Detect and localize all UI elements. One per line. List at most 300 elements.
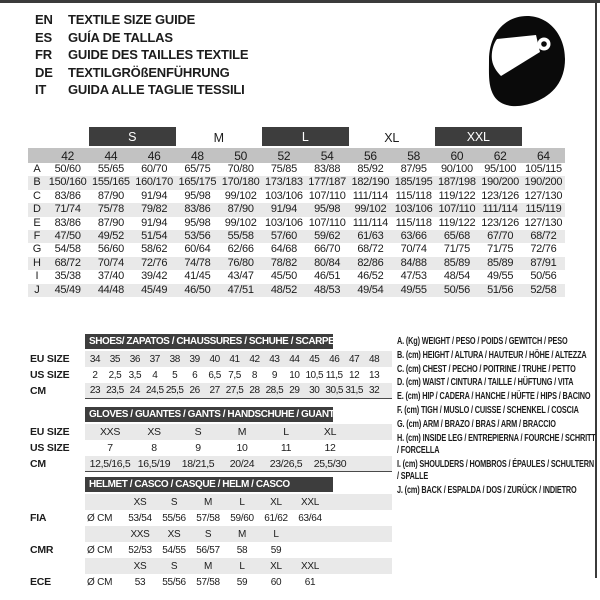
glove-size-value: 9 bbox=[195, 442, 201, 454]
shoes-table bbox=[30, 334, 392, 399]
measurement-value: 95/100 bbox=[484, 163, 517, 175]
legend-item: J. (cm) BACK / ESPALDA / DOS / ZURÜCK / INDIETRO bbox=[397, 484, 577, 496]
size-number: 44 bbox=[104, 148, 118, 163]
measurement-value: 46/52 bbox=[357, 270, 384, 283]
measurement-value: 182/190 bbox=[351, 176, 390, 189]
language-row bbox=[35, 46, 248, 64]
shoe-size-value: 27,5 bbox=[225, 385, 244, 396]
helmet-row bbox=[30, 526, 392, 542]
helmet-size-value: XS bbox=[133, 560, 147, 572]
shoe-size-value: 23 bbox=[89, 385, 101, 396]
measurement-value: 115/119 bbox=[525, 203, 562, 216]
shoe-size-value: 39 bbox=[189, 353, 200, 365]
shoe-size-value: 46 bbox=[329, 353, 340, 365]
helmet-rows bbox=[30, 494, 392, 590]
helmet-size-value: 53/54 bbox=[128, 512, 152, 524]
measurement-value: 99/102 bbox=[354, 203, 387, 216]
legend-item: C. (cm) CHEST / PECHO / POITRINE / TRUHE / PETTO bbox=[397, 363, 576, 375]
row-values bbox=[46, 176, 565, 189]
helmet-size-value: 53 bbox=[134, 576, 146, 588]
measurement-value: 50/56 bbox=[443, 283, 470, 296]
shoe-size-value: 27 bbox=[209, 385, 220, 396]
helmet-size-value: 61 bbox=[304, 576, 316, 588]
shoes-rows bbox=[30, 351, 392, 399]
glove-size-value: 20/24 bbox=[229, 457, 255, 470]
measurement-value: 95/98 bbox=[184, 189, 211, 202]
spacer bbox=[28, 127, 89, 148]
measurement-value: 49/54 bbox=[357, 283, 384, 296]
measurement-value: 103/106 bbox=[394, 203, 433, 216]
size-number: 60 bbox=[450, 148, 464, 163]
measurement-value: 51/54 bbox=[141, 229, 168, 242]
measurement-value: 50/60 bbox=[54, 163, 81, 175]
measurement-value: 103/106 bbox=[265, 189, 303, 202]
measurement-value: 84/88 bbox=[400, 256, 427, 269]
shoes-table-title: SHOES/ ZAPATOS / CHAUSSURES / SCHUHE / SCARPE bbox=[85, 334, 333, 349]
gloves-row bbox=[30, 424, 392, 440]
measurement-value: 39/42 bbox=[141, 270, 168, 283]
measurement-value: 87/90 bbox=[227, 203, 254, 216]
measurement-row bbox=[28, 243, 565, 256]
measurement-value: 37/40 bbox=[97, 270, 124, 283]
measurement-legend bbox=[397, 336, 597, 499]
glove-size-value: L bbox=[283, 426, 289, 438]
size-group-l: L bbox=[262, 127, 349, 146]
shoe-size-value: 43 bbox=[269, 353, 280, 365]
measurement-value: 68/72 bbox=[54, 256, 81, 269]
size-group-xl: XL bbox=[384, 130, 400, 145]
measurement-value: 79/82 bbox=[141, 203, 168, 216]
measurement-value: 58/62 bbox=[141, 243, 168, 256]
measurement-value: 78/82 bbox=[270, 256, 297, 269]
measurement-value: 50/56 bbox=[530, 270, 557, 283]
language-code: FR bbox=[35, 47, 52, 63]
row-values bbox=[46, 163, 565, 176]
row-values bbox=[46, 243, 565, 256]
row-values bbox=[46, 270, 565, 283]
measurement-value: 70/74 bbox=[400, 243, 427, 256]
measurement-value: 111/114 bbox=[352, 189, 388, 202]
shoe-size-value: 24,5 bbox=[145, 385, 164, 396]
measurement-value: 119/122 bbox=[438, 216, 476, 229]
legend-item: A. (Kg) WEIGHT / PESO / POIDS / GEWITCH / PESO bbox=[397, 336, 568, 347]
measurement-value: 115/118 bbox=[395, 189, 432, 202]
helmet-size-values bbox=[123, 561, 327, 572]
measurement-value: 62/66 bbox=[227, 243, 254, 256]
language-code: EN bbox=[35, 12, 53, 27]
measurement-value: 170/180 bbox=[221, 176, 260, 189]
legend-item: I. (cm) SHOULDERS / HOMBROS / ÉPAULES / SCHULTERN / SPALLE bbox=[397, 458, 594, 482]
row-values bbox=[46, 217, 565, 230]
language-row bbox=[35, 11, 248, 29]
measurement-value: 74/78 bbox=[184, 256, 211, 269]
row-letter: J bbox=[34, 283, 40, 296]
measurement-value: 76/80 bbox=[227, 256, 254, 269]
size-number: 54 bbox=[320, 148, 334, 163]
helmet-size-value: L bbox=[273, 528, 279, 540]
measurement-value: 190/200 bbox=[524, 176, 563, 189]
shoe-size-value: 8 bbox=[251, 369, 258, 381]
row-label: CM bbox=[30, 385, 46, 397]
shoe-size-value: 37 bbox=[149, 353, 160, 365]
measurement-row bbox=[28, 217, 565, 230]
guide-title: TEXTILGRÖßENFÜHRUNG bbox=[68, 64, 230, 80]
row-values bbox=[85, 558, 392, 574]
measurement-value: 67/70 bbox=[487, 229, 514, 242]
row-values bbox=[85, 494, 392, 510]
measurement-value: 70/74 bbox=[97, 256, 124, 269]
measurement-value: 68/72 bbox=[530, 229, 557, 242]
row-label bbox=[30, 558, 85, 574]
shoe-size-value: 41 bbox=[229, 353, 240, 365]
helmet-size-value: 58 bbox=[236, 544, 248, 556]
measurement-value: 71/74 bbox=[54, 203, 81, 216]
row-values bbox=[85, 574, 392, 590]
shoe-size-value: 23,5 bbox=[106, 385, 124, 396]
measurement-value: 45/49 bbox=[54, 283, 81, 296]
shoe-size-value: 12 bbox=[349, 369, 360, 381]
shoes-row bbox=[30, 367, 392, 383]
size-number-row bbox=[28, 148, 565, 163]
measurement-value: 53/56 bbox=[184, 229, 211, 242]
measurement-value: 91/94 bbox=[270, 203, 297, 216]
measurement-value: 46/50 bbox=[184, 283, 211, 296]
measurement-value: 44/48 bbox=[97, 283, 124, 296]
shoe-size-value: 42 bbox=[249, 353, 260, 365]
row-label: FIA bbox=[30, 512, 47, 524]
row-values bbox=[85, 351, 392, 367]
glove-size-value: 12,5/16,5 bbox=[89, 457, 131, 470]
measurement-value: 65/68 bbox=[443, 229, 470, 242]
measurement-value: 59/62 bbox=[314, 229, 341, 242]
measurement-value: 187/198 bbox=[438, 176, 476, 189]
measurement-row bbox=[28, 203, 565, 216]
measurement-value: 91/94 bbox=[141, 216, 168, 229]
helmet-size-value: 54/55 bbox=[162, 544, 186, 556]
measurement-value: 160/170 bbox=[135, 176, 173, 189]
legend-item: G. (cm) ARM / BRAZO / BRAS / ARM / BRACCIO bbox=[397, 418, 556, 430]
size-group-xxl: XXL bbox=[435, 127, 522, 146]
legend-item: E. (cm) HIP / CADERA / HANCHE / HÜFTE / HIPS / BACINO bbox=[397, 391, 591, 403]
row-label: US SIZE bbox=[30, 369, 70, 381]
measurement-value: 57/60 bbox=[270, 229, 297, 242]
row-values bbox=[85, 367, 392, 383]
shoe-size-value: 28,5 bbox=[265, 385, 284, 396]
shoe-size-value: 38 bbox=[169, 353, 180, 365]
row-label: EU SIZE bbox=[30, 426, 70, 438]
measurement-value: 90/100 bbox=[440, 163, 473, 175]
gloves-rows bbox=[30, 424, 392, 472]
measurement-value: 87/95 bbox=[400, 163, 427, 175]
row-letter: G bbox=[32, 243, 42, 256]
shoe-size-value: 28 bbox=[249, 385, 260, 396]
measurement-value: 85/92 bbox=[357, 163, 384, 175]
helmet-row bbox=[30, 542, 392, 558]
measurement-value: 105/115 bbox=[524, 163, 562, 175]
shoe-size-value: 34 bbox=[89, 353, 101, 365]
shoe-size-value: 6 bbox=[192, 369, 198, 381]
diameter-unit: Ø CM bbox=[87, 576, 113, 588]
row-letter: C bbox=[33, 189, 41, 202]
row-values bbox=[85, 526, 392, 542]
measurement-value: 83/86 bbox=[54, 189, 81, 202]
row-values bbox=[85, 440, 392, 456]
measurement-value: 46/51 bbox=[314, 270, 341, 283]
helmet-size-value: XXL bbox=[300, 560, 319, 572]
measurement-value: 103/106 bbox=[265, 216, 303, 229]
glove-size-value: XS bbox=[147, 426, 161, 438]
row-values bbox=[85, 542, 392, 558]
language-row bbox=[35, 64, 248, 82]
shoe-size-value: 24 bbox=[129, 385, 140, 396]
measurement-value: 45/50 bbox=[270, 270, 297, 283]
measurement-value: 83/86 bbox=[54, 216, 81, 229]
row-letter: I bbox=[35, 270, 39, 283]
row-label: EU SIZE bbox=[30, 353, 70, 365]
shoe-size-value: 9 bbox=[271, 369, 277, 381]
size-numbers bbox=[46, 149, 565, 163]
shoe-size-value: 2 bbox=[92, 369, 98, 381]
shoe-size-value: 29 bbox=[289, 385, 300, 396]
measurement-value: 72/76 bbox=[530, 243, 557, 256]
glove-size-value: 23/26,5 bbox=[269, 457, 303, 470]
glove-size-value: XL bbox=[323, 426, 337, 438]
measurement-value: 165/175 bbox=[178, 176, 217, 189]
measurement-value: 43/47 bbox=[227, 270, 254, 283]
helmet-size-value: XXS bbox=[130, 528, 150, 540]
measurement-value: 119/122 bbox=[438, 189, 476, 202]
glove-size-value: 8 bbox=[151, 442, 157, 454]
measurement-value: 56/60 bbox=[97, 243, 124, 256]
row-values bbox=[85, 383, 392, 399]
helmet-size-value: 63/64 bbox=[298, 512, 322, 524]
legend-item: H. (cm) INSIDE LEG / ENTREPIERNA / FOURCHE / SCHRITT / FORCELLA bbox=[397, 432, 596, 456]
measurement-row bbox=[28, 257, 565, 270]
size-number: 56 bbox=[364, 148, 377, 163]
guide-title: GUIDA ALLE TAGLIE TESSILI bbox=[68, 82, 245, 98]
guide-title: GUIDE DES TAILLES TEXTILE bbox=[68, 47, 249, 63]
row-values bbox=[46, 230, 565, 243]
row-letter: A bbox=[33, 163, 41, 175]
measurement-row bbox=[28, 176, 565, 189]
measurement-row bbox=[28, 284, 565, 297]
measurement-value: 87/91 bbox=[530, 256, 557, 269]
helmet-size-value: M bbox=[203, 560, 213, 572]
helmet-size-value: S bbox=[170, 560, 178, 572]
glove-size-value: S bbox=[194, 426, 202, 438]
measurement-value: 75/78 bbox=[97, 203, 124, 216]
helmet-size-values bbox=[123, 529, 293, 540]
glove-size-value: XXS bbox=[100, 426, 120, 438]
helmet-size-value: 55/56 bbox=[162, 576, 186, 588]
diameter-unit: Ø CM bbox=[87, 544, 113, 556]
measurement-row bbox=[28, 270, 565, 283]
measurement-value: 150/160 bbox=[48, 176, 87, 189]
shoe-size-value: 32 bbox=[368, 385, 380, 396]
measurement-value: 111/114 bbox=[352, 216, 388, 229]
measurement-value: 83/86 bbox=[184, 203, 211, 216]
measurement-value: 127/130 bbox=[524, 189, 563, 202]
shoe-size-value: 10 bbox=[289, 369, 300, 381]
helmet-size-value: XL bbox=[270, 496, 282, 508]
language-row bbox=[35, 81, 248, 99]
size-group-m: M bbox=[213, 130, 224, 145]
legend-item: F. (cm) TIGH / MUSLO / CUISSE / SCHENKEL / COSCIA bbox=[397, 404, 579, 416]
row-values bbox=[46, 284, 565, 297]
measurement-value: 185/195 bbox=[394, 176, 433, 189]
helmet-size-value: 61/62 bbox=[264, 512, 288, 524]
helmet-size-value: XS bbox=[133, 496, 147, 508]
gloves-row bbox=[30, 440, 392, 456]
size-number: 62 bbox=[493, 148, 507, 163]
measurement-value: 107/110 bbox=[438, 203, 476, 216]
helmet-size-value: 56/57 bbox=[196, 544, 220, 556]
glove-size-value: 25,5/30 bbox=[313, 457, 347, 470]
size-number: 48 bbox=[191, 148, 204, 163]
shoe-size-value: 6,5 bbox=[208, 369, 221, 381]
size-number: 64 bbox=[537, 148, 550, 163]
size-number: 42 bbox=[61, 148, 74, 163]
helmet-row bbox=[30, 558, 392, 574]
size-number: 58 bbox=[407, 148, 420, 163]
shoe-size-value: 4 bbox=[152, 369, 158, 381]
measurement-value: 48/53 bbox=[314, 283, 341, 296]
size-number: 46 bbox=[147, 148, 161, 163]
helmet-size-value: 59 bbox=[270, 544, 282, 556]
language-list bbox=[35, 11, 248, 99]
shoe-size-value: 13 bbox=[368, 369, 380, 381]
measurement-value: 65/75 bbox=[184, 163, 211, 175]
row-label: US SIZE bbox=[30, 442, 70, 454]
helmet-size-value: 55/56 bbox=[162, 512, 186, 524]
measurement-value: 85/89 bbox=[443, 256, 470, 269]
row-label bbox=[30, 494, 85, 510]
size-number: 52 bbox=[277, 148, 291, 163]
size-number: 50 bbox=[234, 148, 247, 163]
measurement-value: 99/102 bbox=[224, 189, 257, 202]
measurement-value: 41/45 bbox=[184, 270, 211, 283]
measurement-value: 47/53 bbox=[400, 270, 427, 283]
diameter-unit: Ø CM bbox=[87, 512, 113, 524]
shoe-size-value: 36 bbox=[129, 353, 140, 365]
helmet-size-value: XS bbox=[167, 528, 181, 540]
racing-helmet-icon bbox=[487, 14, 567, 110]
shoe-size-value: 2,5 bbox=[108, 369, 122, 381]
row-values bbox=[85, 456, 392, 472]
helmet-size-values bbox=[123, 577, 327, 588]
shoe-size-value: 45 bbox=[309, 353, 320, 365]
shoe-size-value: 3,5 bbox=[128, 369, 142, 381]
shoe-size-value: 47 bbox=[349, 353, 360, 365]
measurement-value: 68/72 bbox=[357, 243, 384, 256]
helmet-size-value: 52/53 bbox=[128, 544, 152, 556]
helmet-size-value: 60 bbox=[270, 576, 282, 588]
measurement-value: 85/89 bbox=[487, 256, 514, 269]
language-code: ES bbox=[35, 29, 52, 45]
shoe-size-value: 11,5 bbox=[325, 369, 343, 381]
helmet-size-value: 57/58 bbox=[196, 576, 220, 588]
shoe-size-value: 26 bbox=[189, 385, 200, 396]
glove-size-value: 10 bbox=[236, 442, 248, 454]
row-values bbox=[46, 257, 565, 270]
size-group-s: S bbox=[89, 127, 176, 146]
glove-size-value: M bbox=[237, 426, 247, 438]
shoe-size-value: 35 bbox=[109, 353, 121, 365]
shoe-size-value: 30 bbox=[309, 385, 320, 396]
shoe-size-value: 10,5 bbox=[305, 369, 324, 381]
language-code: IT bbox=[35, 82, 47, 98]
row-values bbox=[46, 190, 565, 203]
measurement-value: 107/110 bbox=[308, 216, 346, 229]
glove-size-value: 12 bbox=[324, 442, 336, 454]
measurement-value: 72/76 bbox=[141, 256, 168, 269]
helmet-table-title: HELMET / CASCO / CASQUE / HELM / CASCO bbox=[85, 477, 333, 492]
measurement-value: 95/98 bbox=[314, 203, 341, 216]
measurement-value: 54/58 bbox=[54, 243, 81, 256]
measurement-value: 47/50 bbox=[54, 229, 81, 242]
measurement-row bbox=[28, 230, 565, 243]
helmet-size-values bbox=[123, 513, 327, 524]
glove-size-value: 7 bbox=[107, 442, 113, 454]
gloves-table-title: GLOVES / GUANTES / GANTS / HANDSCHUHE / GUANTI bbox=[85, 407, 333, 422]
guide-title: TEXTILE SIZE GUIDE bbox=[68, 12, 196, 27]
row-label bbox=[30, 526, 85, 542]
measurement-value: 87/90 bbox=[97, 216, 124, 229]
shoe-size-value: 7,5 bbox=[228, 369, 241, 381]
row-values bbox=[85, 424, 392, 440]
row-letter: B bbox=[33, 176, 41, 189]
row-label: CM bbox=[30, 458, 46, 470]
measurement-value: 177/187 bbox=[308, 176, 346, 189]
textile-size-table bbox=[28, 127, 565, 297]
language-code: DE bbox=[35, 64, 53, 80]
helmet-row bbox=[30, 574, 392, 590]
gloves-table bbox=[30, 407, 392, 472]
measurement-value: 48/54 bbox=[443, 270, 470, 283]
helmet-size-value: XL bbox=[270, 560, 282, 572]
helmet-size-value: L bbox=[239, 560, 245, 572]
measurement-value: 63/66 bbox=[400, 229, 427, 242]
measurement-value: 123/126 bbox=[481, 189, 519, 202]
measurement-value: 190/200 bbox=[481, 176, 519, 189]
shoe-size-value: 40 bbox=[209, 353, 220, 365]
helmet-size-values bbox=[123, 497, 327, 508]
helmet-size-value: 57/58 bbox=[196, 512, 220, 524]
measurement-value: 80/84 bbox=[314, 256, 341, 269]
measurement-value: 123/126 bbox=[481, 216, 519, 229]
row-letter: F bbox=[33, 229, 41, 242]
gloves-row bbox=[30, 456, 392, 472]
measurement-value: 48/52 bbox=[270, 283, 297, 296]
glove-size-value: 11 bbox=[280, 442, 292, 454]
measurement-value: 127/130 bbox=[524, 216, 563, 229]
helmet-size-value: 59 bbox=[236, 576, 248, 588]
measurement-value: 52/58 bbox=[530, 283, 557, 296]
row-values bbox=[85, 510, 392, 526]
shoe-size-value: 25,5 bbox=[165, 385, 184, 396]
top-border-line bbox=[0, 0, 600, 3]
row-letter: D bbox=[33, 203, 41, 216]
measurement-row bbox=[28, 163, 565, 176]
measurement-value: 75/85 bbox=[270, 163, 297, 175]
shoe-size-value: 5 bbox=[172, 369, 178, 381]
measurement-value: 35/38 bbox=[54, 270, 81, 283]
measurement-value: 49/52 bbox=[97, 229, 124, 242]
measurement-value: 47/51 bbox=[227, 283, 254, 296]
measurement-value: 82/86 bbox=[357, 256, 384, 269]
measurement-value: 51/56 bbox=[487, 283, 514, 296]
row-label: CMR bbox=[30, 544, 54, 556]
